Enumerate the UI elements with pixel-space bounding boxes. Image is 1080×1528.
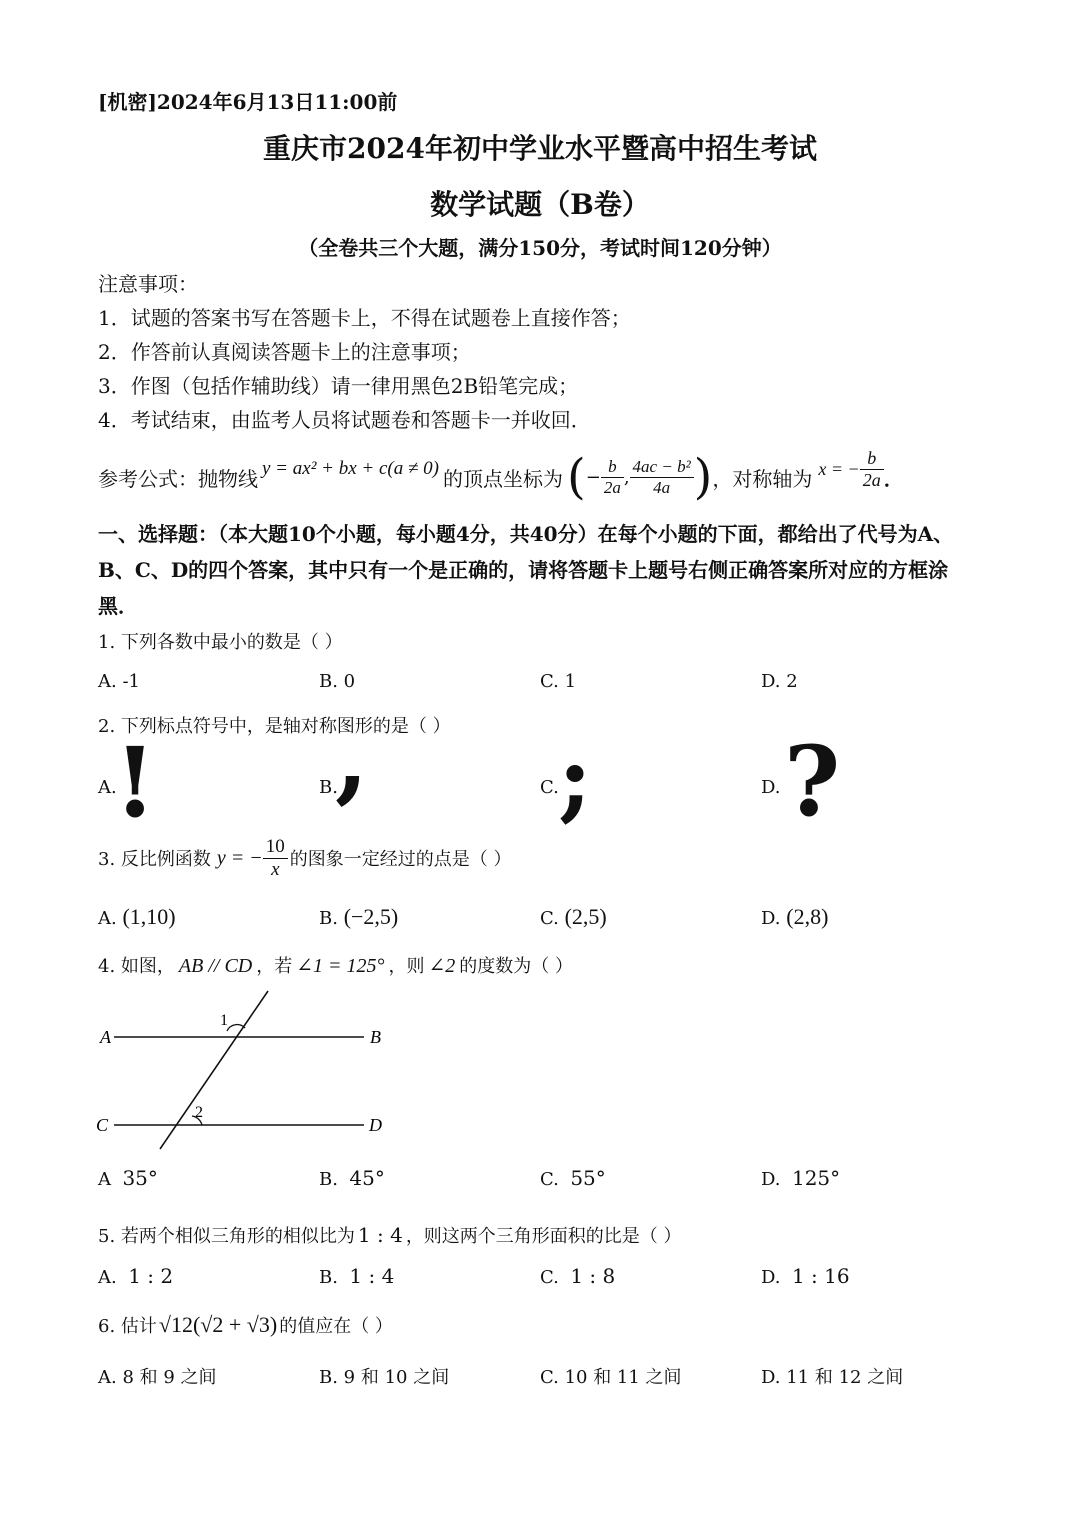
- q1-option-d: D. 2: [761, 671, 798, 692]
- q6-option-a: A. 8 和 9 之间: [98, 1367, 217, 1388]
- formula-end: ．: [883, 466, 904, 491]
- formula-sep: ，对称轴为: [712, 466, 813, 491]
- angle-2-label: 2: [195, 1104, 203, 1121]
- exam-title: 重庆市2024年初中学业水平暨高中招生考试: [263, 132, 817, 165]
- vertex-x-fraction: $\frac{b}{2a}$: [601, 457, 624, 497]
- vertex-left-paren: (: [566, 449, 586, 505]
- question-6-stem: 6. 估计√12(√2 + √3) 的值应在（ ）: [98, 1312, 393, 1337]
- vertex-right-paren: ): [693, 449, 713, 505]
- notice-item-1: 1．试题的答案书写在答题卡上，不得在试题卷上直接作答；: [98, 306, 631, 330]
- question-3-stem: 3. 反比例函数 y = − $\frac{10}{x}$ 的图象一定经过的点是（ ）: [98, 835, 512, 880]
- q6-option-c: C. 10 和 11 之间: [540, 1367, 682, 1388]
- q5-option-c: C. 1 : 8: [540, 1264, 616, 1288]
- question-mark-glyph: ?: [784, 725, 841, 838]
- notice-item-2: 2．作答前认真阅读答题卡上的注意事项；: [98, 340, 471, 364]
- q2-label-c: C.: [540, 777, 559, 798]
- q3-option-a: A. (1,10): [98, 904, 176, 929]
- question-5-stem: 5. 若两个相似三角形的相似比为 1 : 4 ，则这两个三角形面积的比是（ ）: [98, 1223, 682, 1247]
- q2-label-a: A.: [98, 777, 117, 798]
- formula-prefix: 参考公式：抛物线: [98, 466, 258, 491]
- function-lhs: y = −: [216, 846, 263, 869]
- notice-heading: 注意事项：: [98, 272, 198, 296]
- semicolon-glyph: ;: [558, 724, 592, 832]
- point-c-label: C: [96, 1115, 109, 1135]
- question-4-stem: 4. 如图， AB // CD ，若 ∠1 = 125° ，则 ∠2 的度数为（ ）: [98, 955, 574, 977]
- q4-option-a: A 35°: [98, 1166, 158, 1190]
- q1-option-a: A. -1: [98, 671, 140, 692]
- exam-info: （全卷共三个大题，满分150分，考试时间120分钟）: [298, 236, 782, 260]
- axis-lhs: x = −: [818, 458, 860, 479]
- point-b-label: B: [370, 1027, 381, 1047]
- q5-option-d: D. 1 : 16: [761, 1264, 850, 1288]
- exam-subtitle: 数学试题（B卷）: [430, 188, 650, 221]
- q6-option-b: B. 9 和 10 之间: [319, 1367, 450, 1388]
- q2-label-b: B.: [319, 777, 338, 798]
- point-d-label: D: [369, 1115, 382, 1135]
- q2-label-d: D.: [761, 777, 781, 798]
- q5-option-b: B. 1 : 4: [319, 1264, 395, 1288]
- q3-option-c: C. (2,5): [540, 904, 607, 929]
- q1-option-b: B. 0: [319, 671, 356, 692]
- parabola-equation: y = ax² + bx + c(a ≠ 0): [262, 458, 439, 479]
- question-2-stem: 2. 下列标点符号中，是轴对称图形的是（ ）: [98, 716, 451, 737]
- q1-option-c: C. 1: [540, 671, 577, 692]
- q4-option-b: B. 45°: [319, 1166, 385, 1190]
- radical-expression: √12(√2 + √3): [158, 1312, 278, 1337]
- axis-fraction: $\frac{b}{2a}$: [860, 448, 884, 490]
- notice-item-3: 3．作图（包括作辅助线）请一律用黑色2B铅笔完成；: [98, 374, 579, 398]
- q3-option-d: D. (2,8): [761, 904, 829, 929]
- notice-item-4: 4．考试结束，由监考人员将试题卷和答题卡一并收回．: [98, 408, 591, 432]
- q4-option-d: D. 125°: [761, 1166, 841, 1190]
- parallel-lines-figure: [90, 985, 400, 1155]
- point-a-label: A: [100, 1027, 111, 1047]
- reference-formula: 参考公式：抛物线 y = ax² + bx + c(a ≠ 0) 的顶点坐标为 ( − $\frac{b}{2a}$ , $\frac{\text{4ac − b²}}{4a}$ ) ，对称轴为 x = − $\frac{b}{2a}$ ．: [98, 447, 904, 505]
- q5-option-a: A. 1 : 2: [98, 1264, 174, 1288]
- confidential-line: [机密]2024年6月13日11:00前: [98, 90, 398, 114]
- q6-option-d: D. 11 和 12 之间: [761, 1367, 904, 1388]
- angle-1-label: 1: [220, 1012, 228, 1029]
- question-1-stem: 1. 下列各数中最小的数是（ ）: [98, 632, 343, 653]
- function-fraction: $\frac{10}{x}$: [263, 836, 288, 881]
- vertex-y-fraction: $\frac{\text{4ac − b²}}{4a}$: [630, 457, 694, 497]
- q3-option-b: B. (−2,5): [319, 904, 399, 929]
- formula-mid: 的顶点坐标为: [442, 466, 563, 491]
- comma-glyph: ,: [335, 701, 369, 814]
- exclamation-mark-glyph: !: [114, 726, 157, 839]
- q4-option-c: C. 55°: [540, 1166, 606, 1190]
- section-one-instructions: 一、选择题：（本大题10个小题，每小题4分，共40分）在每个小题的下面，都给出了代号为A、B、C、D的四个答案，其中只有一个是正确的，请将答题卡上题号右侧正确答案所对应的方框涂黑．: [98, 522, 954, 618]
